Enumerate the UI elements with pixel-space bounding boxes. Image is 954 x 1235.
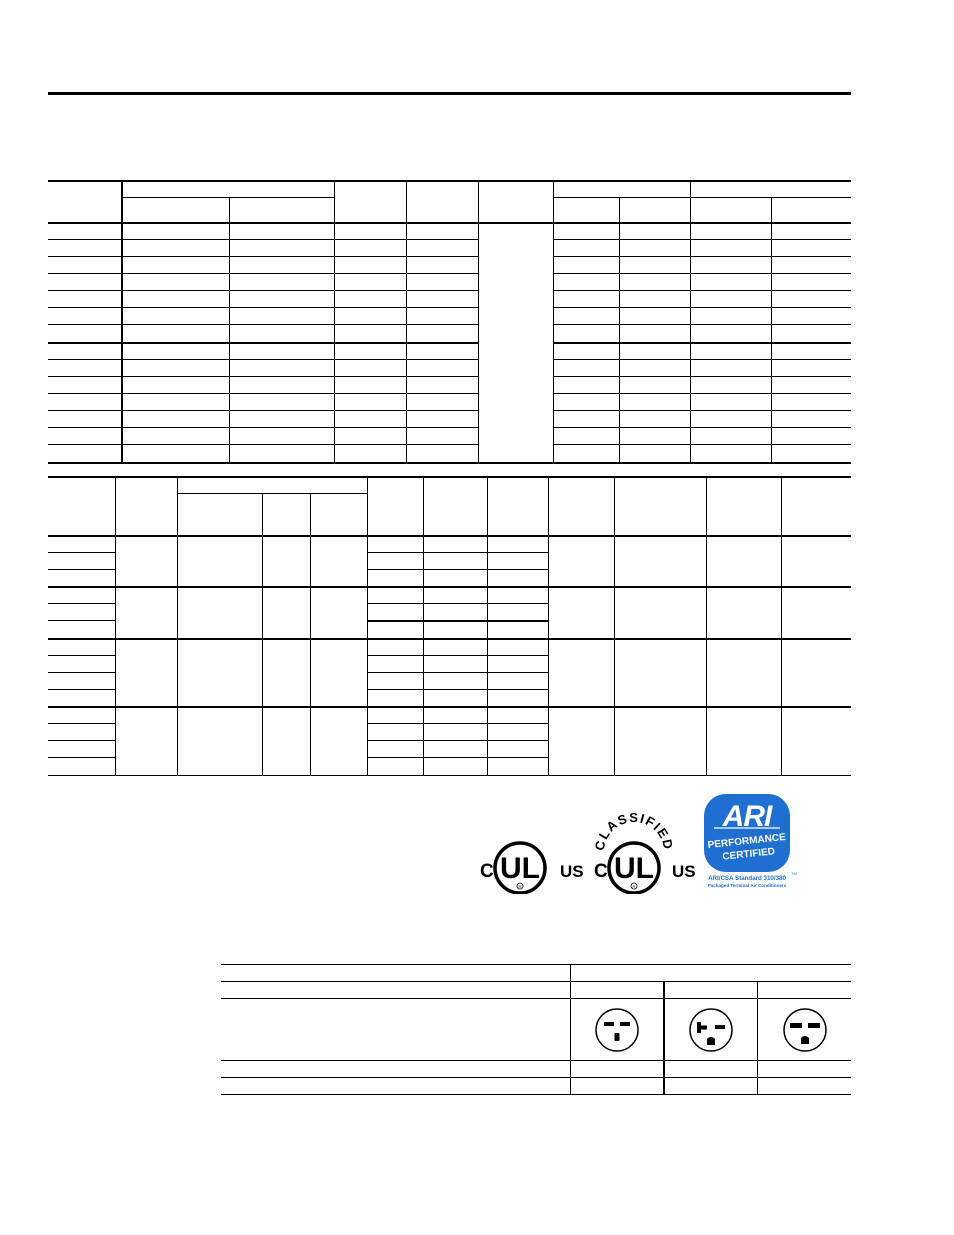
ul-classified-c-text: C — [594, 861, 608, 882]
ul-listed-logo — [478, 824, 584, 894]
ari-certified-logo — [700, 792, 800, 890]
ul-listed-us-text: US — [560, 862, 584, 881]
ari-line1-text: PERFORMANCE — [707, 831, 787, 852]
ul-classified-mark-text: UL — [614, 852, 654, 885]
ul-listed-mark-text: UL — [500, 852, 540, 885]
receptacle-15a-icon — [594, 1007, 640, 1053]
ari-mark-text: ARI — [722, 800, 772, 833]
page-header-rule — [48, 92, 851, 95]
ul-classified-reg-text: R — [632, 884, 636, 889]
ari-standard-text: ARI/CSA Standard 310/380 — [708, 875, 786, 882]
ari-tm-text: TM — [791, 871, 797, 876]
receptacle-20a-icon — [688, 1007, 734, 1053]
ul-classified-logo — [592, 808, 698, 894]
svg-text:CLASSIFIED — [592, 810, 676, 852]
ul-classified-arc-text: CLASSIFIED — [592, 809, 677, 852]
ul-classified-us-text: US — [672, 862, 696, 881]
ari-sub-text: Packaged Terminal Air Conditioners — [707, 883, 787, 888]
ari-line2-text: CERTIFIED — [721, 846, 776, 863]
receptacle-30a-icon — [782, 1007, 828, 1053]
ul-listed-c-text: C — [480, 861, 494, 882]
ul-listed-reg-text: R — [518, 884, 522, 889]
